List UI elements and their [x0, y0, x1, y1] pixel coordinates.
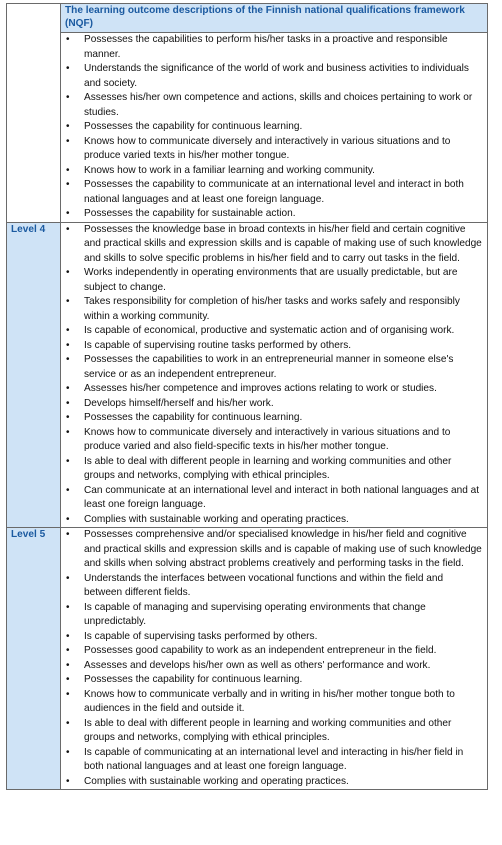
outcome-item: • Knows how to communicate diversely and interactively in various situations and to produce varied and also field-specific texts in his/her mother tongue.	[61, 426, 483, 455]
outcome-item: • Complies with sustainable working and operating practices.	[61, 513, 483, 528]
level-label: Level 5	[7, 528, 60, 789]
section-row-level	[7, 527, 487, 789]
outcome-item: • Can communicate at an international level and interact in both national languages and at least one foreign language.	[61, 484, 483, 513]
outcome-item: • Possesses good capability to work as an independent entrepreneur in the field.	[61, 644, 483, 659]
outcome-item: • Is able to deal with different people in learning and working communities and other groups and networks, complying with ethical principles.	[61, 717, 483, 746]
outcomes-cell	[60, 223, 487, 528]
outcome-item: • Is able to deal with different people in learning and working communities and other groups and networks, complying with ethical principles.	[61, 455, 483, 484]
outcome-item: • Works independently in operating environments that are usually predictable, but are subject to change.	[61, 266, 483, 295]
outcome-item: • Assesses his/her competence and improves actions relating to work or studies.	[61, 382, 483, 397]
table-header-row	[7, 4, 487, 32]
outcome-item: • Possesses the capability for sustainable action.	[61, 207, 483, 222]
outcome-item: • Understands the significance of the world of work and business activities to individuals and society.	[61, 62, 483, 91]
nqf-table	[6, 3, 488, 790]
outcome-item: • Is capable of supervising routine tasks performed by others.	[61, 339, 483, 354]
level-label: Level 4	[7, 223, 60, 528]
outcome-item: • Knows how to work in a familiar learning and working community.	[61, 164, 483, 179]
outcome-item: • Is capable of supervising tasks performed by others.	[61, 630, 483, 645]
section-row-level	[7, 222, 487, 528]
outcome-item: • Develops himself/herself and his/her work.	[61, 397, 483, 412]
outcome-item: • Understands the interfaces between vocational functions and within the field and between different fields.	[61, 572, 483, 601]
outcome-item: • Is capable of managing and supervising operating environments that change unpredictably.	[61, 601, 483, 630]
outcome-item: • Takes responsibility for completion of his/her tasks and works safely and responsibly within a working community.	[61, 295, 483, 324]
outcome-item: • Possesses the capabilities to perform his/her tasks in a proactive and responsible manner.	[61, 33, 483, 62]
section-row-continued	[7, 32, 487, 222]
outcome-item: • Knows how to communicate diversely and interactively in various situations and to produce varied texts in his/her mother tongue.	[61, 135, 483, 164]
outcome-list	[61, 223, 487, 528]
outcome-item: • Is capable of communicating at an international level and interacting in his/her field in both national languages and at least one foreign language.	[61, 746, 483, 775]
level-label	[7, 32, 60, 222]
outcome-list	[61, 528, 487, 789]
outcome-item: • Complies with sustainable working and operating practices.	[61, 775, 483, 790]
table-body	[7, 32, 487, 789]
outcome-item: • Assesses his/her own competence and actions, skills and choices pertaining to work or studies.	[61, 91, 483, 120]
outcome-list	[61, 33, 487, 222]
outcomes-cell	[60, 32, 487, 222]
outcome-item: • Possesses the capabilities to work in an entrepreneurial manner in someone else's service or as an independent entrepreneur.	[61, 353, 483, 382]
outcome-item: • Possesses the capability for continuous learning.	[61, 673, 483, 688]
outcome-item: • Possesses the capability for continuous learning.	[61, 120, 483, 135]
header-empty-cell	[7, 4, 60, 32]
outcome-item: • Possesses the knowledge base in broad contexts in his/her field and certain cognitive and practical skills and expression skills and is capable of making use of such knowledge and skills to solve specific problems in his/her field and to carry out tasks in the field.	[61, 223, 483, 267]
outcome-item: • Knows how to communicate verbally and in writing in his/her mother tongue both to audiences in the field and outside it.	[61, 688, 483, 717]
table-title: The learning outcome descriptions of the Finnish national qualifications framework (NQF)	[60, 4, 487, 32]
outcome-item: • Possesses the capability for continuous learning.	[61, 411, 483, 426]
outcome-item: • Assesses and develops his/her own as well as others' performance and work.	[61, 659, 483, 674]
outcome-item: • Is capable of economical, productive and systematic action and of organising work.	[61, 324, 483, 339]
outcome-item: • Possesses comprehensive and/or specialised knowledge in his/her field and cognitive and practical skills and expression skills and is capable of making use of such knowledge and skills when solving abstract problems creatively and performing tasks in the field.	[61, 528, 483, 572]
outcomes-cell	[60, 528, 487, 789]
outcome-item: • Possesses the capability to communicate at an international level and interact in both national languages and at least one foreign language.	[61, 178, 483, 207]
